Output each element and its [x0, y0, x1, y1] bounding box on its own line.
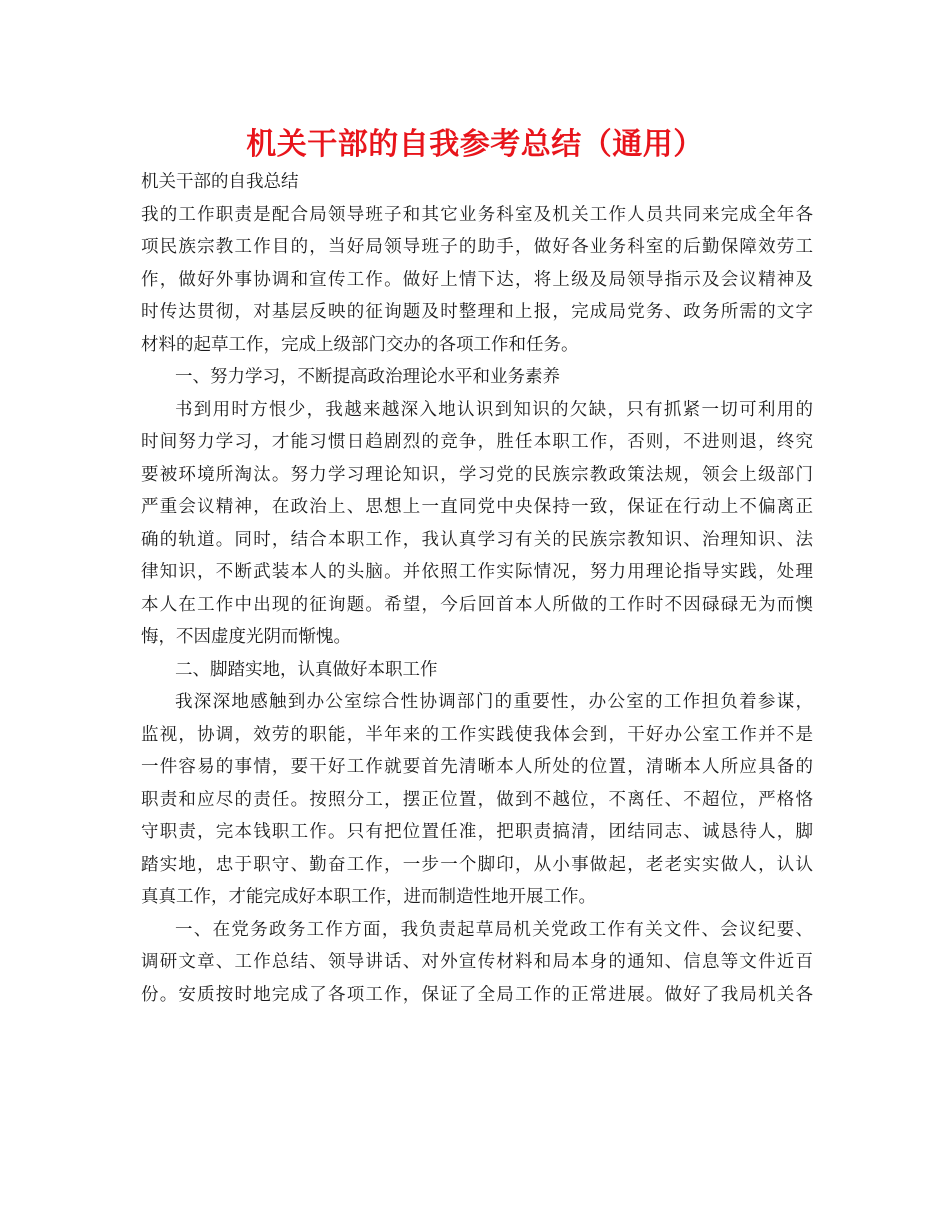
text-line: 我深深地感触到办公室综合性协调部门的重要性，办公室的工作担负着参谋，: [175, 692, 813, 712]
text-line: 踏实地，忠于职守、勤奋工作，一步一个脚印，从小事做起，老老实实做人，认认: [141, 854, 813, 875]
text-line: 真真工作，才能完成好本职工作，进而制造性地开展工作。: [141, 887, 596, 907]
text-line: 项民族宗教工作目的，当好局领导班子的助手，做好各业务科室的后勤保障效劳工: [141, 237, 813, 257]
text-line: 时传达贯彻，对基层反映的征询题及时整理和上报，完成局党务、政务所需的文字: [141, 302, 813, 322]
text-line: 本人在工作中出现的征询题。希望，今后回首本人所做的工作时不因碌碌无为而懊: [141, 594, 813, 615]
text-line: 一、努力学习，不断提高政治理论水平和业务素养: [175, 367, 560, 387]
text-line: 律知识，不断武装本人的头脑。并依照工作实际情况，努力用理论指导实践，处理: [141, 562, 813, 582]
text-line: 时间努力学习，才能习惯日趋剧烈的竞争，胜任本职工作，否则，不进则退，终究: [141, 432, 813, 452]
text-line: 材料的起草工作，完成上级部门交办的各项工作和任务。: [141, 334, 579, 355]
text-line: 二、脚踏实地，认真做好本职工作: [175, 659, 438, 680]
text-line: 作，做好外事协调和宣传工作。做好上情下达，将上级及局领导指示及会议精神及: [141, 269, 813, 290]
text-line: 监视，协调，效劳的职能，半年来的工作实践使我体会到，干好办公室工作并不是: [141, 724, 813, 745]
text-line: 一件容易的事情，要干好工作就要首先清晰本人所处的位置，清晰本人所应具备的: [141, 757, 813, 777]
text-line: 我的工作职责是配合局领导班子和其它业务科室及机关工作人员共同来完成全年各: [141, 204, 813, 225]
text-line: 悔，不因虚度光阴而惭愧。: [141, 627, 351, 647]
text-line: 调研文章、工作总结、领导讲话、对外宣传材料和局本身的通知、信息等文件近百: [141, 952, 813, 972]
text-line: 机关干部的自我总结: [141, 172, 299, 192]
document-body: [141, 166, 813, 1011]
text-line: 职责和应尽的责任。按照分工，摆正位置，做到不越位，不离任、不超位，严格恪: [141, 789, 813, 810]
text-line: 书到用时方恨少，我越来越深入地认识到知识的欠缺，只有抓紧一切可利用的: [175, 399, 813, 420]
text-line: 严重会议精神，在政治上、思想上一直同党中央保持一致，保证在行动上不偏离正: [141, 497, 813, 517]
text-line: 确的轨道。同时，结合本职工作，我认真学习有关的民族宗教知识、治理知识、法: [141, 529, 813, 550]
text-line: 守职责，完本钱职工作。只有把位置任准，把职责搞清，团结同志、诚恳待人，脚: [141, 822, 813, 842]
text-line: 份。安质按时地完成了各项工作，保证了全局工作的正常进展。做好了我局机关各: [141, 984, 813, 1005]
text-line: 一、在党务政务工作方面，我负责起草局机关党政工作有关文件、会议纪要、: [175, 919, 813, 940]
document-title: 机关干部的自我参考总结（通用）: [246, 127, 704, 162]
text-line: 要被环境所淘汰。努力学习理论知识，学习党的民族宗教政策法规，领会上级部门: [141, 464, 813, 485]
